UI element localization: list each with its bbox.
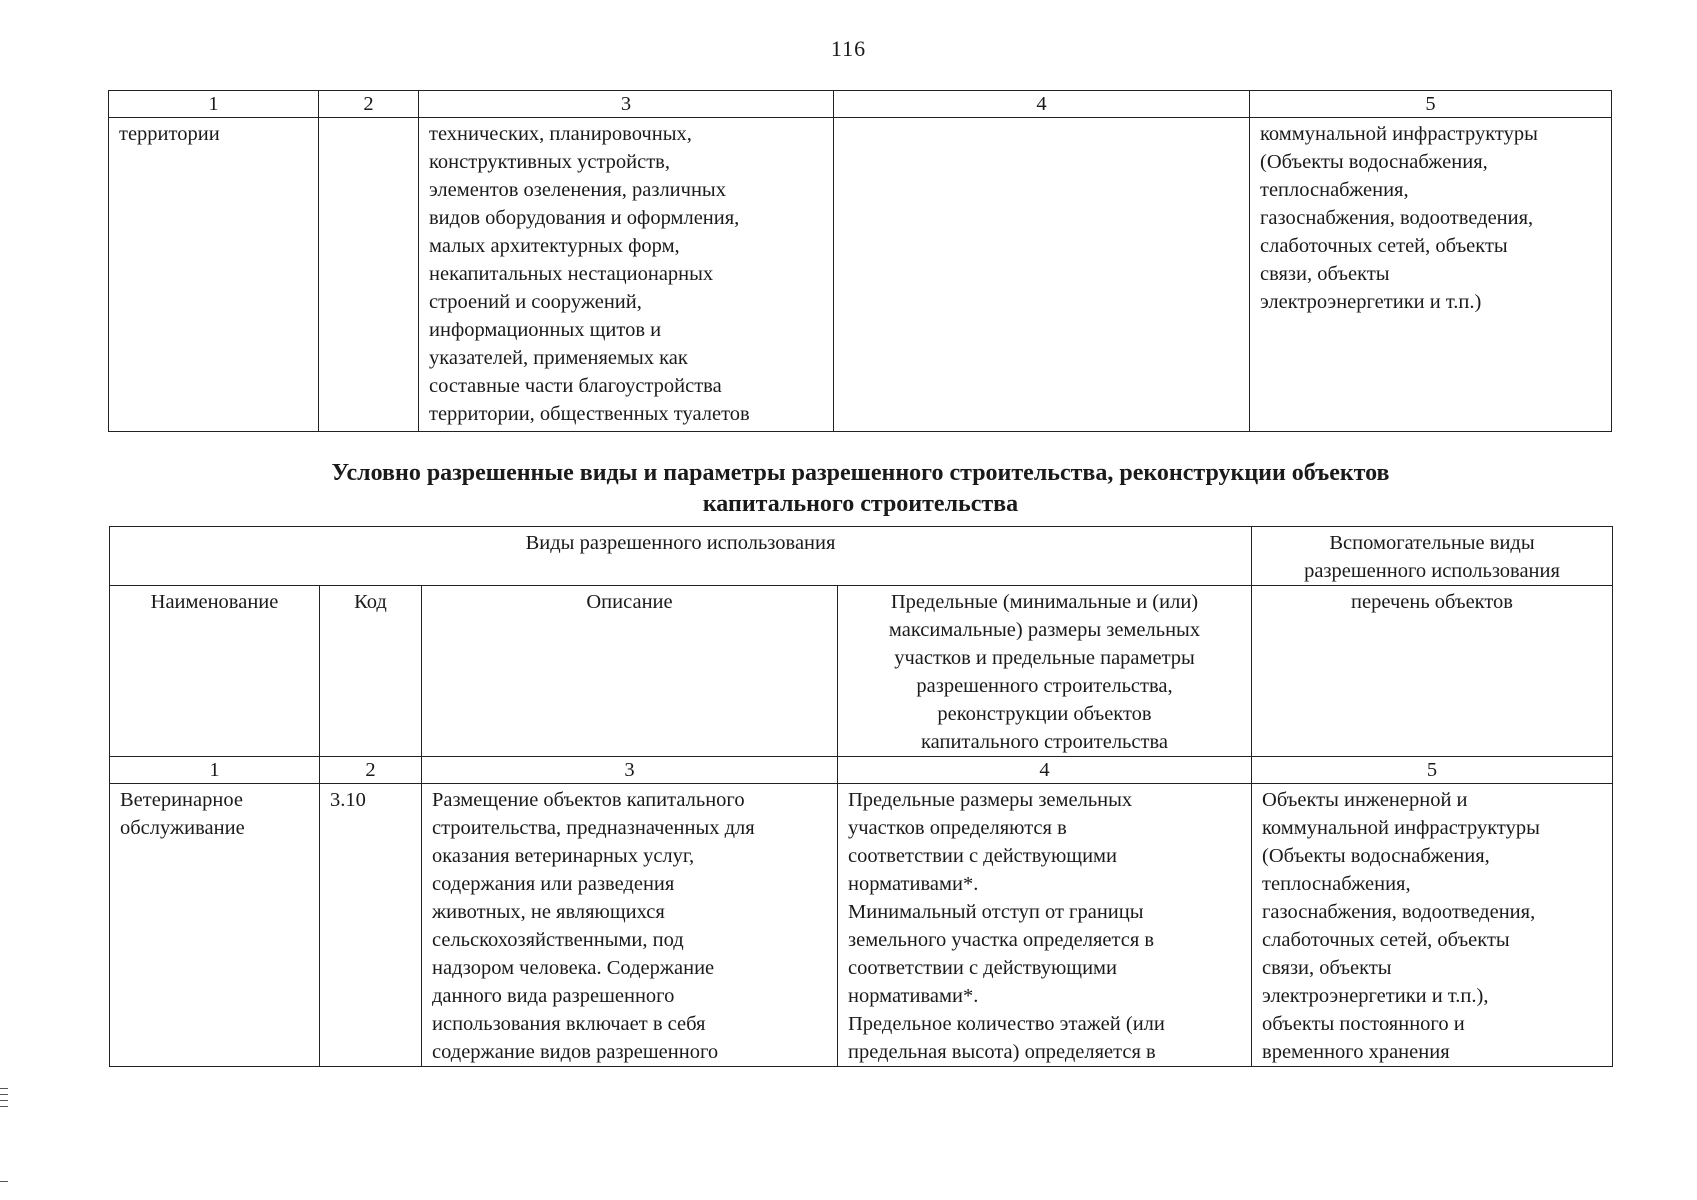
column-number-4: 4 (838, 757, 1252, 784)
group-header-main: Виды разрешенного использования (110, 527, 1252, 586)
margin-mark (0, 1094, 8, 1095)
continued-table (108, 90, 1612, 432)
cell-parameters: Предельные размеры земельных участков определяются в соответствии с действующими нормативами*. Минимальный отступ от границы земельного участка определяется в соответствии с действующими нормативами*. Предельное количество этажей (или предельная высота) определяется в (838, 784, 1252, 1067)
table-row (109, 118, 1612, 432)
column-number-5: 5 (1252, 757, 1613, 784)
column-number-3: 3 (422, 757, 838, 784)
section-title: Условно разрешенные виды и параметры разрешенного строительства, реконструкции объектов капитального строительства (331, 460, 1390, 517)
margin-mark (0, 1088, 8, 1089)
column-number-row (110, 757, 1613, 784)
column-number-row (109, 91, 1612, 118)
page-number: 116 (830, 36, 867, 61)
header-name: Наименование (110, 586, 320, 757)
cell-code (319, 118, 419, 432)
header-parameters: Предельные (минимальные и (или) максимальные) размеры земельных участков и предельные параметры разрешенного строительства, реконструкции объектов капитального строительства (838, 586, 1252, 757)
group-header-aux: Вспомогательные виды разрешенного использования (1252, 527, 1613, 586)
cell-description: технических, планировочных, конструктивных устройств, элементов озеленения, различных видов оборудования и оформления, малых архитектурных форм, некапитальных нестационарных строений и сооружений, информационных щитов и указателей, применяемых как составные части благоустройства территории, общественных туалетов (419, 118, 834, 432)
column-number-2: 2 (319, 91, 419, 118)
column-header-row (110, 586, 1613, 757)
margin-mark (0, 1100, 8, 1101)
column-number-1: 1 (110, 757, 320, 784)
cell-code: 3.10 (320, 784, 422, 1067)
header-description: Описание (422, 586, 838, 757)
column-number-1: 1 (109, 91, 319, 118)
cell-auxiliary: Объекты инженерной и коммунальной инфраструктуры (Объекты водоснабжения, теплоснабжения, газоснабжения, водоотведения, слаботочных сетей, объекты связи, объекты электроэнергетики и т.п.), объекты постоянного и временного хранения (1252, 784, 1613, 1067)
column-number-2: 2 (320, 757, 422, 784)
cell-name: территории (109, 118, 319, 432)
header-code: Код (320, 586, 422, 757)
column-number-4: 4 (834, 91, 1250, 118)
margin-mark (0, 1181, 8, 1182)
column-number-5: 5 (1250, 91, 1612, 118)
cell-name: Ветеринарное обслуживание (110, 784, 320, 1067)
conditional-uses-table (109, 526, 1613, 1067)
margin-mark (0, 1106, 8, 1107)
cell-auxiliary: коммунальной инфраструктуры (Объекты водоснабжения, теплоснабжения, газоснабжения, водоотведения, слаботочных сетей, объекты связи, объекты электроэнергетики и т.п.) (1250, 118, 1612, 432)
column-number-3: 3 (419, 91, 834, 118)
group-header-row (110, 527, 1613, 586)
table-row (110, 784, 1613, 1067)
cell-parameters (834, 118, 1250, 432)
cell-description: Размещение объектов капитального строительства, предназначенных для оказания ветеринарных услуг, содержания или разведения животных, не являющихся сельскохозяйственными, под надзором человека. Содержание данного вида разрешенного использования включает в себя содержание видов разрешенного (422, 784, 838, 1067)
header-auxiliary: перечень объектов (1252, 586, 1613, 757)
